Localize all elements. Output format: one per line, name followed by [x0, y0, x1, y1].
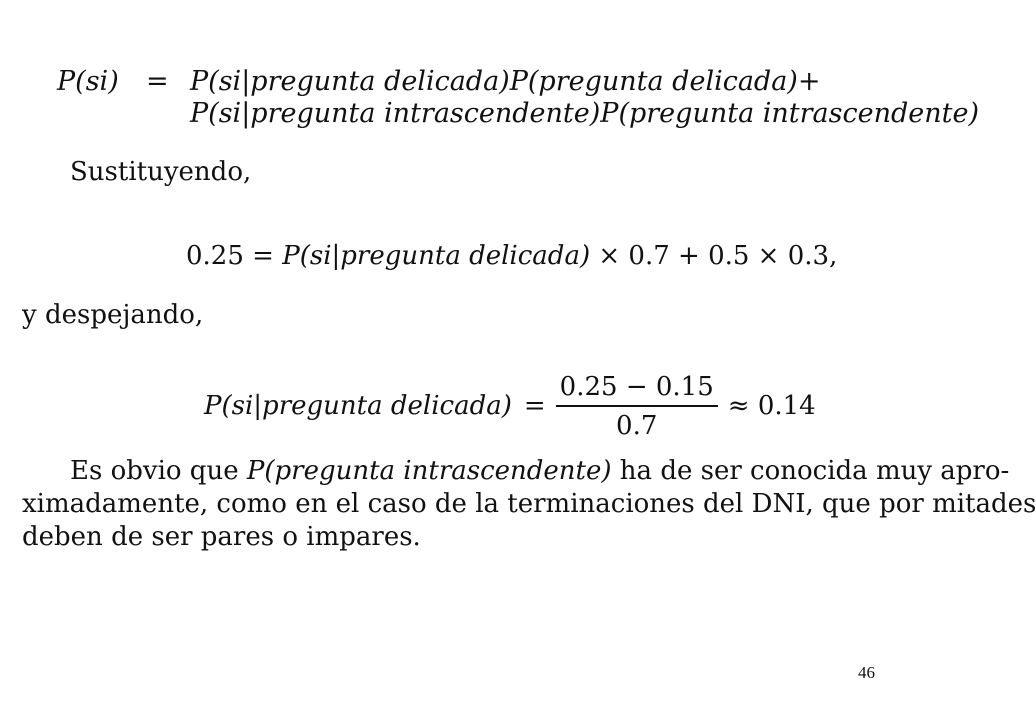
fraction-denominator: 0.7	[616, 410, 658, 441]
paragraph-line-1	[22, 455, 1010, 488]
paragraph	[22, 455, 1036, 554]
equation-3	[204, 370, 816, 442]
equation-1-equals: =	[146, 66, 169, 97]
paragraph-line-2: ximadamente, como en el caso de la terminaciones del DNI, que por mitades	[22, 489, 1036, 519]
equation-2-left: 0.25 =	[186, 241, 283, 271]
paragraph-line-3: deben de ser pares o impares.	[22, 522, 421, 552]
equation-1-line-2: P(si|pregunta intrascendente)P(pregunta intrascendente)	[190, 98, 979, 129]
equation-3-fraction	[556, 372, 718, 441]
fraction-numerator: 0.25 − 0.15	[559, 371, 714, 402]
equation-1-line-1: P(si|pregunta delicada)P(pregunta delicada)+	[190, 66, 821, 97]
equation-2	[186, 241, 837, 271]
equation-3-lhs: P(si|pregunta delicada)	[204, 391, 512, 421]
equation-1-lhs: P(si)	[57, 66, 119, 97]
equation-3-equals: =	[523, 391, 546, 421]
text-despejando: y despejando,	[22, 300, 204, 330]
page-number: 46	[858, 663, 875, 682]
paragraph-line-1-end: ha de ser conocida muy apro-	[611, 456, 1010, 486]
text-sustituyendo: Sustituyendo,	[70, 157, 252, 187]
paragraph-line-1-math: P(pregunta intrascendente)	[246, 456, 612, 486]
paragraph-line-1-start: Es obvio que	[70, 456, 247, 486]
equation-2-right: × 0.7 + 0.5 × 0.3,	[590, 241, 838, 271]
equation-3-result: ≈ 0.14	[727, 391, 816, 421]
equation-2-term: P(si|pregunta delicada)	[282, 241, 591, 271]
